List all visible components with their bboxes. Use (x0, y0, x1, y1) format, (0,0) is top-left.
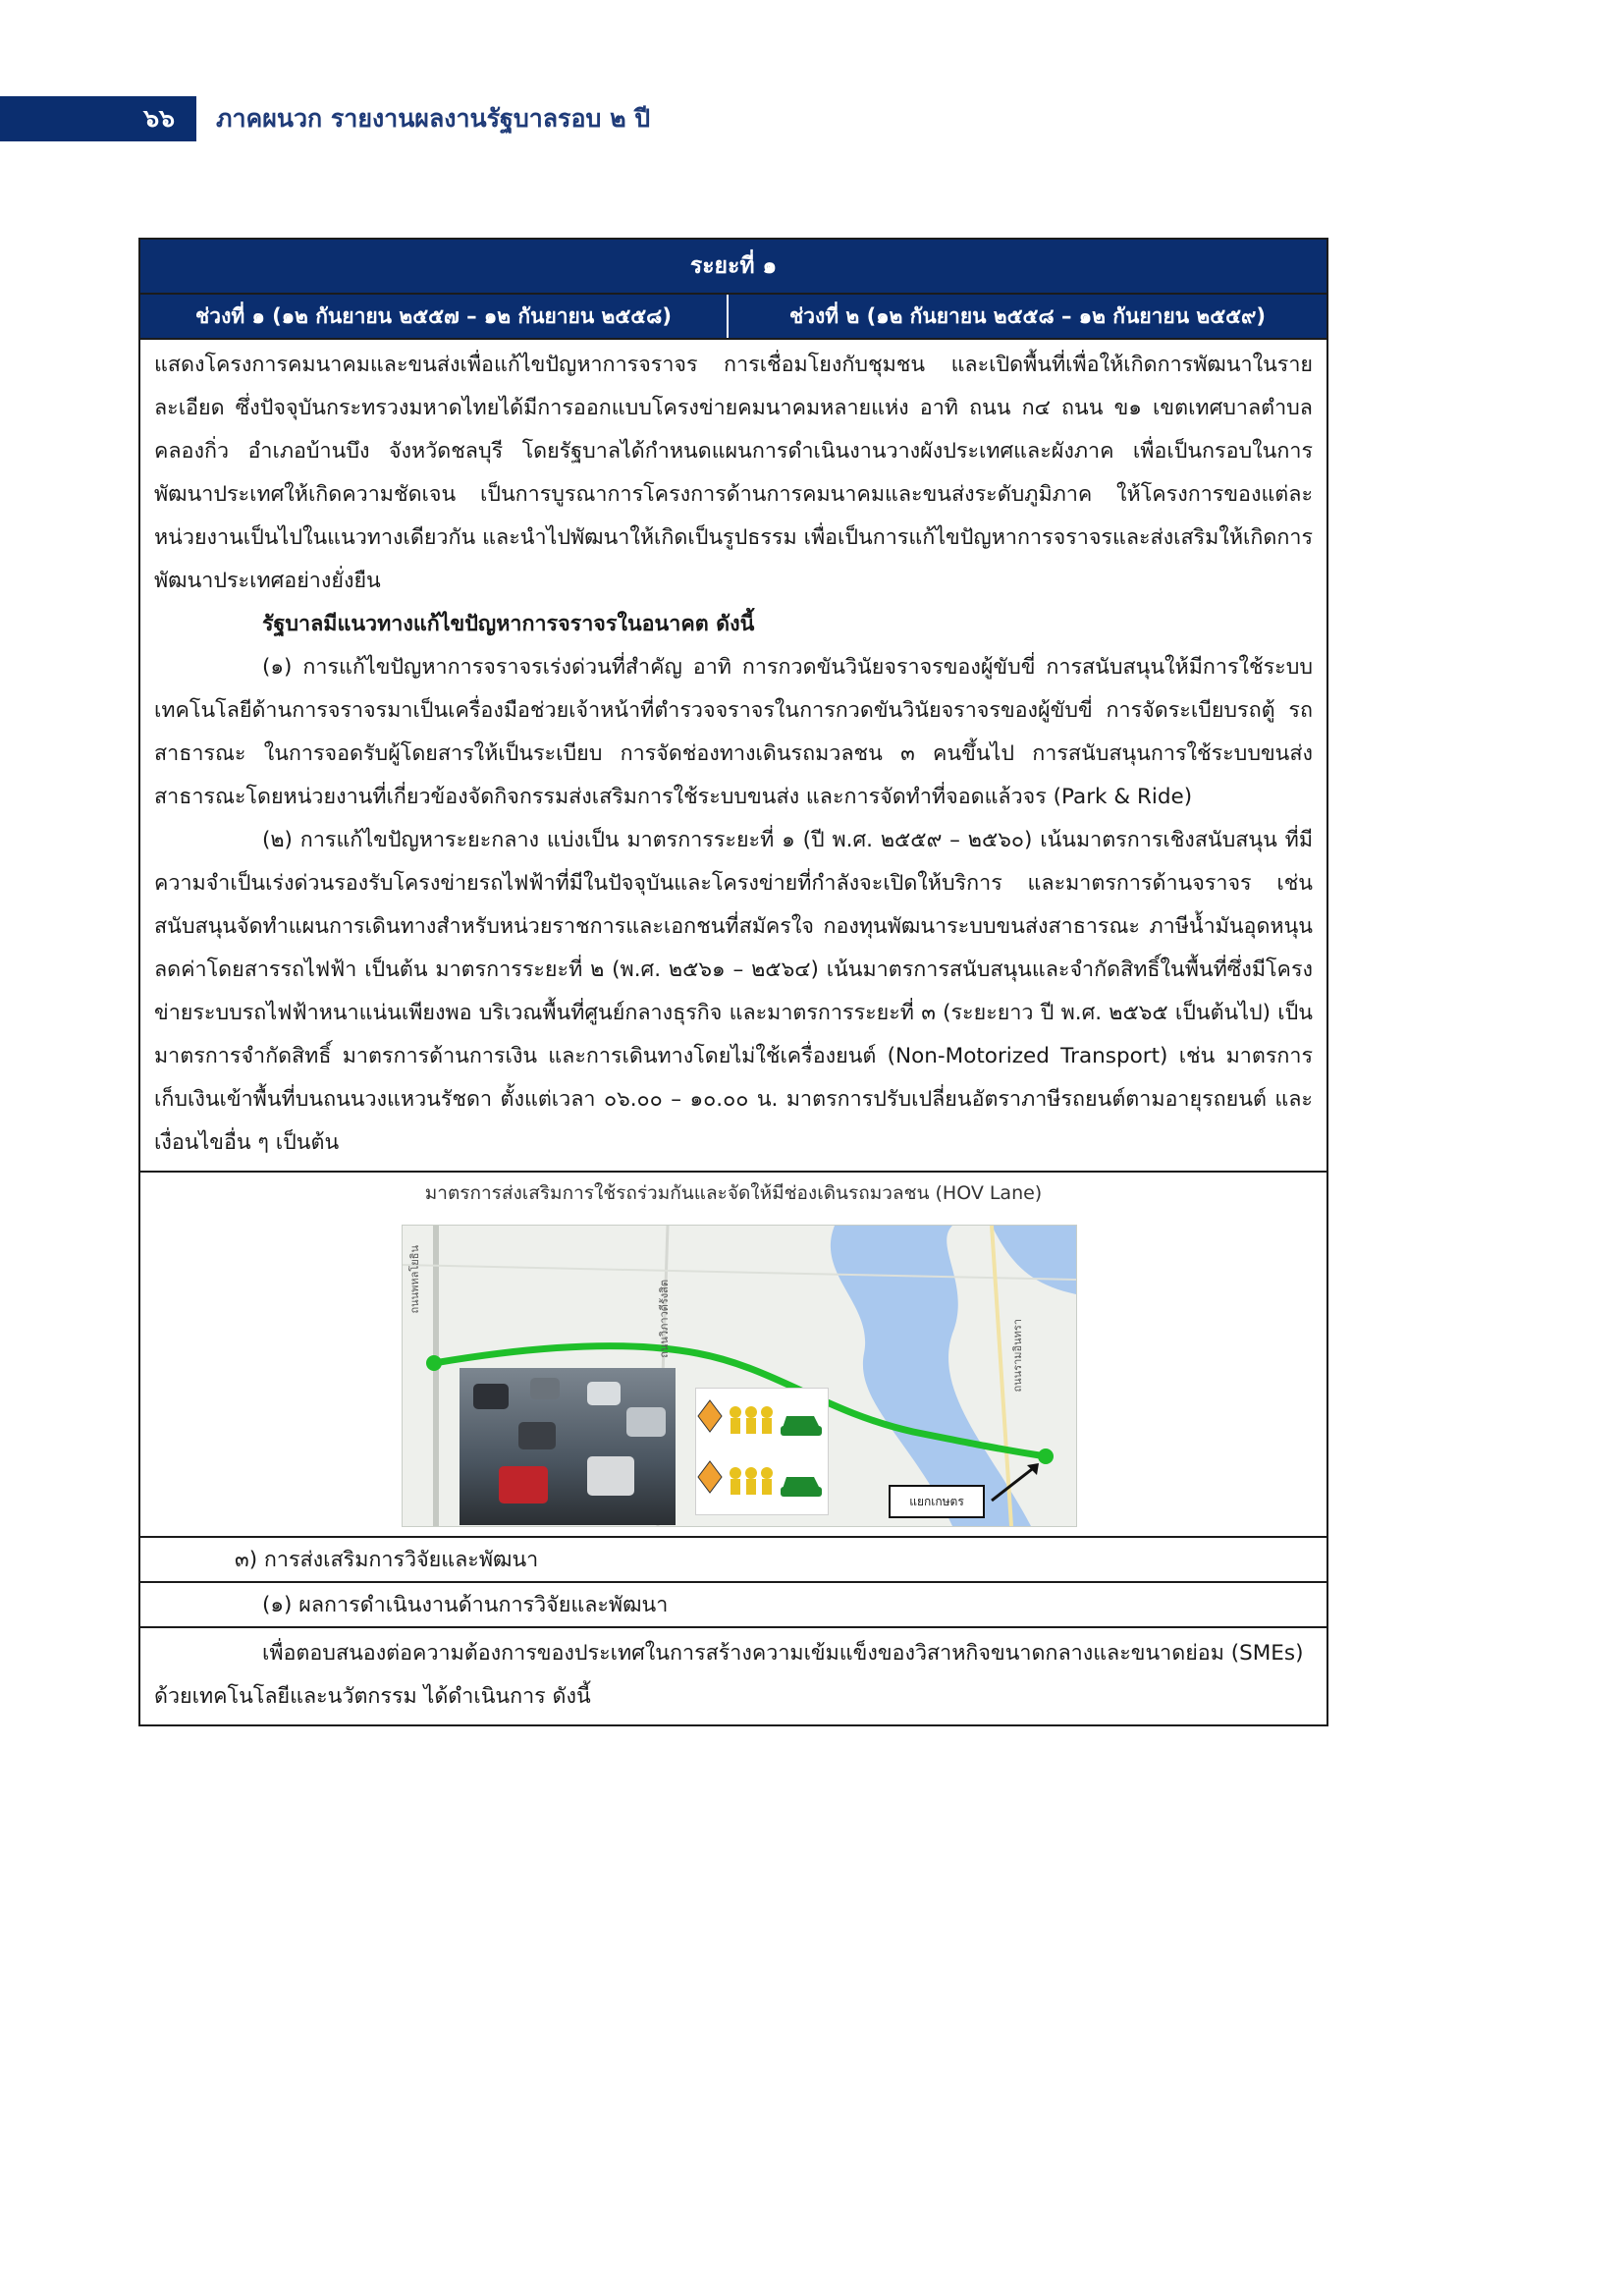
sme-paragraph-row (140, 1626, 1326, 1724)
car-icon (587, 1456, 634, 1496)
sme-paragraph: เพื่อตอบสนองต่อความต้องการของประเทศในการสร้างความเข้มแข็งของวิสาหกิจขนาดกลางและขนาดย่อม (SMEs) ด้วยเทคโนโลยีและนวัตกรรม ได้ดำเนินการ ดังนี้ (154, 1641, 1304, 1709)
car-icon (587, 1382, 621, 1405)
research-section-title: ๓) การส่งเสริมการวิจัยและพัฒนา (235, 1548, 539, 1572)
figure-caption: มาตรการส่งเสริมการใช้รถร่วมกันและจัดให้มีช่องเดินรถมวลชน (HOV Lane) (424, 1182, 1043, 1204)
paragraph-heading: รัฐบาลมีแนวทางแก้ไขปัญหาการจราจรในอนาคต ดังนี้ (262, 612, 755, 636)
map-road-label-right: ถนนรามอินทรา (1011, 1319, 1024, 1393)
figure-cell (140, 1171, 1326, 1536)
hov-lane-map (402, 1225, 1077, 1527)
research-section-row (140, 1536, 1326, 1581)
period-2-header: ช่วงที่ ๒ (๑๒ กันยายน ๒๕๕๘ – ๑๒ กันยายน ๒๕๕๙) (788, 303, 1266, 328)
map-road-label-left: ถนนพหลโยธิน (408, 1245, 421, 1314)
traffic-photo (460, 1368, 676, 1525)
paragraph-intro: แสดงโครงการคมนาคมและขนส่งเพื่อแก้ไขปัญหาการจราจร การเชื่อมโยงกับชุมชน และเปิดพื้นที่เพื่อให้เกิดการพัฒนาในรายละเอียด ซึ่งปัจจุบันกระทรวงมหาดไทยได้มีการออกแบบโครงข่ายคมนาคมหลายแห่ง อาทิ ถนน ก๔ ถนน ข๑ เขตเทศบาลตำบลคลองกิ่ว อำเภอบ้านบึง จังหวัดชลบุรี โดยรัฐบาลได้กำหนดแผนการดำเนินงานวางผังประเทศและผังภาค เพื่อเป็นกรอบในการพัฒนาประเทศให้เกิดความชัดเจน เป็นการบูรณาการโครงการด้านการคมนาคมและขนส่งระดับภูมิภาค ให้โครงการของแต่ละหน่วยงานเป็นไปในแนวทางเดียวกัน และนำไปพัฒนาให้เกิดเป็นรูปธรรม เพื่อเป็นการแก้ไขปัญหาการจราจรและส่งเสริมให้เกิดการพัฒนาประเทศอย่างยั่งยืน (154, 353, 1313, 593)
period-header-row (140, 295, 1326, 340)
page-number: ๖๖ (143, 104, 175, 133)
hov-sign-icon (696, 1389, 828, 1514)
page-number-bar (0, 96, 196, 141)
car-icon (499, 1466, 548, 1503)
research-results-title: (๑) ผลการดำเนินงานด้านการวิจัยและพัฒนา (262, 1593, 669, 1617)
content-table (138, 238, 1328, 1726)
paragraph-mid-term-measures: (๒) การแก้ไขปัญหาระยะกลาง แบ่งเป็น มาตรการระยะที่ ๑ (ปี พ.ศ. ๒๕๕๙ – ๒๕๖๐) เน้นมาตรการเชิงสนับสนุน ที่มีความจำเป็นเร่งด่วนรองรับโครงข่ายรถไฟฟ้าที่มีในปัจจุบันและโครงข่ายที่กำลังจะเปิดให้บริการ และมาตรการด้านจราจร เช่น สนับสนุนจัดทำแผนการเดินทางสำหรับหน่วยราชการและเอกชนที่สมัครใจ กองทุนพัฒนาระบบขนส่งสาธารณะ ภาษีน้ำมันอุดหนุนลดค่าโดยสารรถไฟฟ้า เป็นต้น มาตรการระยะที่ ๒ (พ.ศ. ๒๕๖๑ – ๒๕๖๔) เน้นมาตรการสนับสนุนและจำกัดสิทธิ์ในพื้นที่ซึ่งมีโครงข่ายระบบรถไฟฟ้าหนาแน่นเพียงพอ บริเวณพื้นที่ศูนย์กลางธุรกิจ และมาตรการระยะที่ ๓ (ระยะยาว ปี พ.ศ. ๒๕๖๕ เป็นต้นไป) เป็นมาตรการจำกัดสิทธิ์ มาตรการด้านการเงิน และการเดินทางโดยไม่ใช้เครื่องยนต์ (Non-Motorized Transport) เช่น มาตรการเก็บเงินเข้าพื้นที่บนถนนวงแหวนรัชดา ตั้งแต่เวลา ๐๖.๐๐ – ๑๐.๐๐ น. มาตรการปรับเปลี่ยนอัตราภาษีรถยนต์ตามอายุรถยนต์ และเงื่อนไขอื่น ๆ เป็นต้น (154, 828, 1313, 1155)
hov-sign-graphic (695, 1388, 829, 1515)
paragraph-urgent-measures: (๑) การแก้ไขปัญหาการจราจรเร่งด่วนที่สำคัญ อาทิ การกวดขันวินัยจราจรของผู้ขับขี่ การสนับสนุนให้มีการใช้ระบบเทคโนโลยีด้านการจราจรมาเป็นเครื่องมือช่วยเจ้าหน้าที่ตำรวจจราจรในการกวดขันวินัยจราจรของผู้ขับขี่ การจัดระเบียบรถตู้ รถสาธารณะ ในการจอดรับผู้โดยสารให้เป็นระเบียบ การจัดช่องทางเดินรถมวลชน ๓ คนขึ้นไป การสนับสนุนการใช้ระบบขนส่งสาธารณะโดยหน่วยงานที่เกี่ยวข้องจัดกิจกรรมส่งเสริมการใช้ระบบขนส่ง และการจัดทำที่จอดแล้วจร (Park & Ride) (154, 655, 1313, 809)
page-header-title: ภาคผนวก รายงานผลงานรัฐบาลรอบ ๒ ปี (216, 104, 651, 133)
phase-title: ระยะที่ ๑ (140, 240, 1326, 295)
car-icon (626, 1407, 666, 1437)
car-icon (473, 1384, 509, 1409)
car-icon (530, 1378, 560, 1399)
research-results-row (140, 1581, 1326, 1626)
period-1-header: ช่วงที่ ๑ (๑๒ กันยายน ๒๕๕๗ – ๑๒ กันยายน ๒๕๕๘) (140, 295, 729, 338)
intersection-callout: แยกเกษตร (889, 1485, 985, 1518)
car-icon (518, 1422, 556, 1449)
main-body-text (140, 340, 1326, 1171)
map-road-label-mid: ถนนวิภาวดีรังสิต (658, 1280, 671, 1358)
